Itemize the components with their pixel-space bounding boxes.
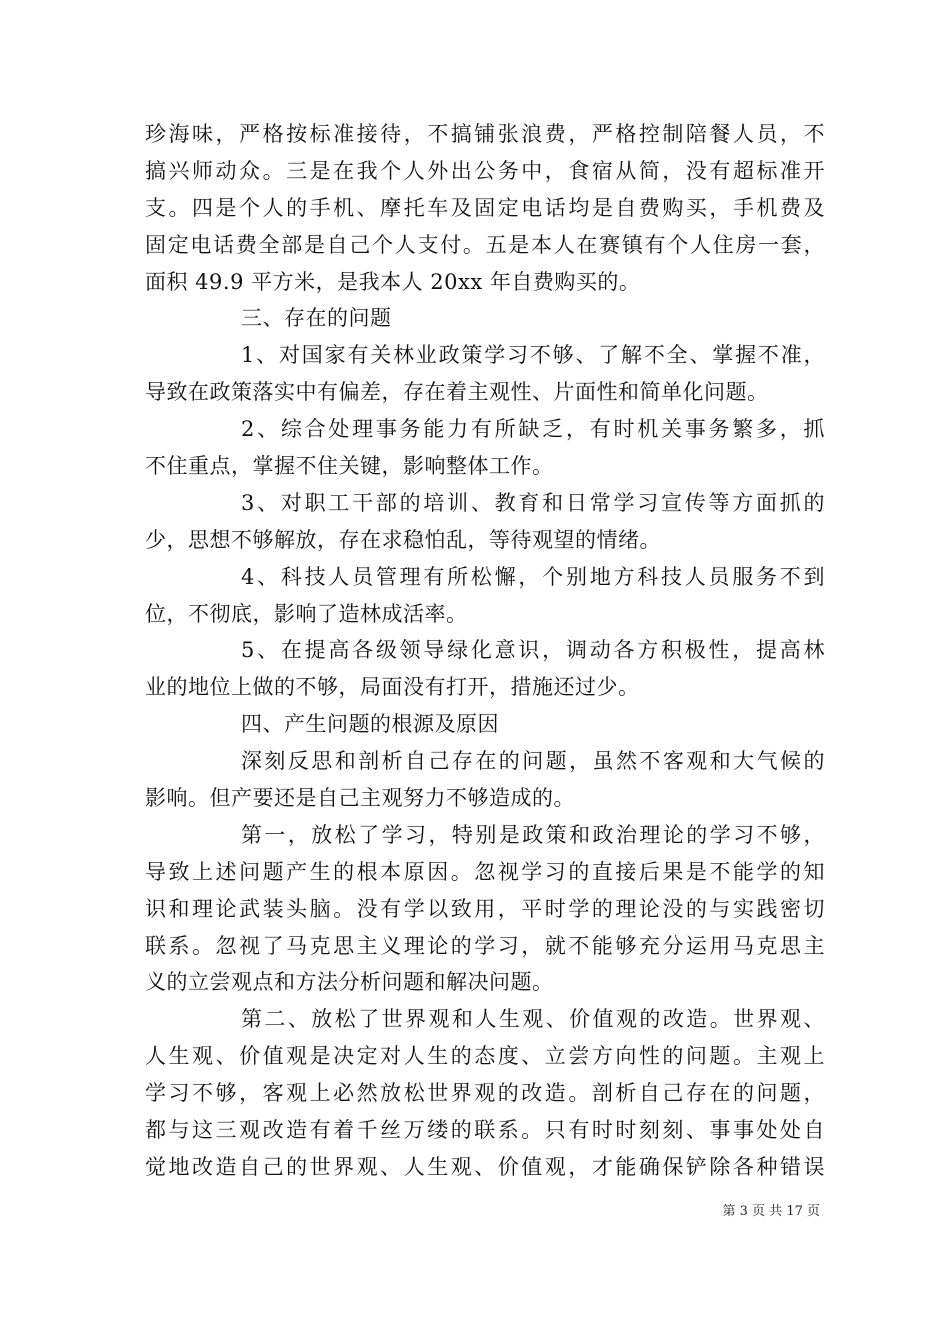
text-line: 第二、放松了世界观和人生观、价值观的改造。世界观、: [241, 1007, 825, 1032]
document-body: [145, 116, 825, 1186]
text-line: 人生观、价值观是决定对人生的态度、立尝方向性的问题。主观上: [145, 1044, 825, 1069]
text-line: 支。四是个人的手机、摩托车及固定电话均是自费购买，手机费及: [145, 195, 825, 220]
text-line: 搞兴师动众。三是在我个人外出公务中，食宿从简，没有超标准开: [145, 158, 825, 183]
text-line: 义的立尝观点和方法分析问题和解决问题。: [145, 970, 554, 995]
text-line: 固定电话费全部是自己个人支付。五是本人在赛镇有个人住房一套，: [145, 232, 825, 257]
text-line: 业的地位上做的不够，局面没有打开，措施还过少。: [145, 675, 640, 700]
text-line: 识和理论武装头脑。没有学以致用，平时学的理论没的与实践密切: [145, 896, 825, 921]
text-line: 导致在政策落实中有偏差，存在着主观性、片面性和简单化问题。: [145, 380, 769, 405]
text-line: 5、在提高各级领导绿化意识，调动各方积极性，提高林: [241, 638, 825, 663]
text-line: 都与这三观改造有着千丝万缕的联系。只有时时刻刻、事事处处自: [145, 1118, 825, 1143]
text-line: 4、科技人员管理有所松懈，个别地方科技人员服务不到: [241, 564, 825, 589]
section-heading: 四、产生问题的根源及原因: [241, 712, 499, 737]
section-heading: 三、存在的问题: [241, 306, 392, 331]
text-line: 觉地改造自己的世界观、人生观、价值观，才能确保铲除各种错误: [145, 1154, 825, 1179]
text-line: 学习不够，客观上必然放松世界观的改造。剖析自己存在的问题，: [145, 1081, 825, 1106]
text-line: 2、综合处理事务能力有所缺乏，有时机关事务繁多，抓: [241, 417, 825, 442]
text-line: 面积 49.9 平方米，是我本人 20xx 年自费购买的。: [145, 269, 641, 294]
text-line: 珍海味，严格按标准接待，不搞铺张浪费，严格控制陪餐人员，不: [145, 122, 825, 146]
text-line: 第一，放松了学习，特别是政策和政治理论的学习不够，: [241, 822, 825, 847]
text-line: 少，思想不够解放，存在求稳怕乱，等待观望的情绪。: [145, 527, 661, 552]
text-line: 导致上述问题产生的根本原因。忽视学习的直接后果是不能学的知: [145, 859, 825, 884]
text-line: 联系。忽视了马克思主义理论的学习，就不能够充分运用马克思主: [145, 933, 825, 958]
text-line: 深刻反思和剖析自己存在的问题，虽然不客观和大气候的: [241, 749, 825, 774]
text-line: 影响。但产要还是自己主观努力不够造成的。: [145, 786, 575, 811]
text-line: 位，不彻底，影响了造林成活率。: [145, 601, 468, 626]
text-line: 不住重点，掌握不住关键，影响整体工作。: [145, 454, 554, 479]
text-line: 1、对国家有关林业政策学习不够、了解不全、掌握不准，: [241, 343, 825, 368]
page-number-footer: 第 3 页 共 17 页: [722, 1204, 820, 1219]
text-line: 3、对职工干部的培训、教育和日常学习宣传等方面抓的: [241, 490, 825, 515]
